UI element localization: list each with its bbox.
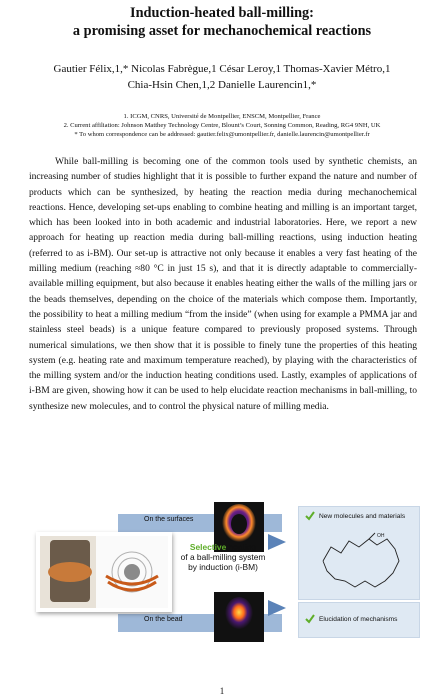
authors-line-1: Gautier Félix,1,* Nicolas Fabrègue,1 César Leroy,1 Thomas-Xavier Métro,1 [53, 63, 391, 75]
caption-heating-word: heating [226, 542, 257, 552]
mechanisms-pane [298, 602, 420, 638]
affiliation-1: 1. ICGM, CNRS, Université de Montpellier, ENSCM, Montpellier, France [123, 113, 321, 120]
caption-line-3: by induction (i-BM) [188, 562, 258, 572]
new-molecules-pane [298, 506, 420, 600]
mechanisms-row [305, 614, 397, 624]
macrocycle-structure [313, 531, 409, 593]
checkmark-icon [305, 614, 315, 624]
paper-title [20, 4, 424, 40]
affiliations [20, 112, 424, 139]
toc-arrows [168, 512, 300, 634]
mechanisms-label: Elucidation of mechanisms [319, 615, 398, 623]
correspondence-note: * To whom correspondence can be addressed: gautier.felix@umontpellier.fr, danielle.laurencin@umontpellier.fr [74, 131, 370, 138]
ribbon-surfaces-label: On the surfaces [144, 516, 194, 523]
page-number: 1 [219, 686, 225, 696]
abstract [29, 154, 417, 414]
author-list [20, 61, 424, 93]
title-line-2: a promising asset for mechanochemical reactions [72, 23, 372, 39]
affiliation-2: 2. Current affiliation: Johnson Matthey Technology Centre, Blount’s Court, Sonning Common, Reading, RG4 9NH, UK [63, 122, 381, 129]
new-molecules-row [305, 511, 405, 521]
abstract-text: While ball-milling is becoming one of the common tools used by synthetic chemists, an increasing number of studies highlight that it is possible to further expand the nature and number of products which can be synthesized, by heating the reaction media during mechanochemical reactions. Hence, developing set-ups enabling to combine heating and milling is an important target, which has been looked into in both academic and industrial laboratories. Here, we report a new approach for heating up reaction media during ball-milling reactions, using induction heating (referred to as i-BM). Our set-up is attractive not only because it enables a very fast heating of the milling medium (reaching ≈80 °C in just 15 s), and that it is directly adaptable to commercially-available milling equipment, but also because it enables heating either the walls of the milling jars or the beads themselves, depending on the choice of the materials which compose them. Importantly, the possibility to heat a milling medium “from the inside” (when using for example a PMMA jar and stainless steel beads) is a unique feature compared to previously proposed systems. Through numerical simulations, we then show that it is possible to finely tune the properties of this heating system (e.g. heating rate and maximum temperature reached), by playing with the characteristics of the milling system and/or the induction heating conditions used. Lastly, examples of applications of i-BM are given, showing how it can be used to help elucidate reaction mechanisms in ball-milling, to synthesize new molecules, and to control the physical nature of milling media. [29, 156, 417, 412]
checkmark-icon [305, 511, 315, 521]
selective-heating-caption [168, 542, 278, 572]
toc-graphic [30, 502, 420, 642]
ribbon-bead-label: On the bead [144, 616, 183, 623]
authors-line-2: Chia-Hsin Chen,1,2 Danielle Laurencin1,* [127, 79, 317, 91]
jar-coil-photo [36, 532, 172, 612]
caption-line-2: of a ball-milling system [180, 552, 266, 562]
title-line-1: Induction-heated ball-milling: [130, 5, 314, 21]
new-molecules-label: New molecules and materials [319, 512, 406, 520]
selective-word: Selective [189, 542, 227, 552]
hydroxyl-label: OH [377, 533, 385, 539]
